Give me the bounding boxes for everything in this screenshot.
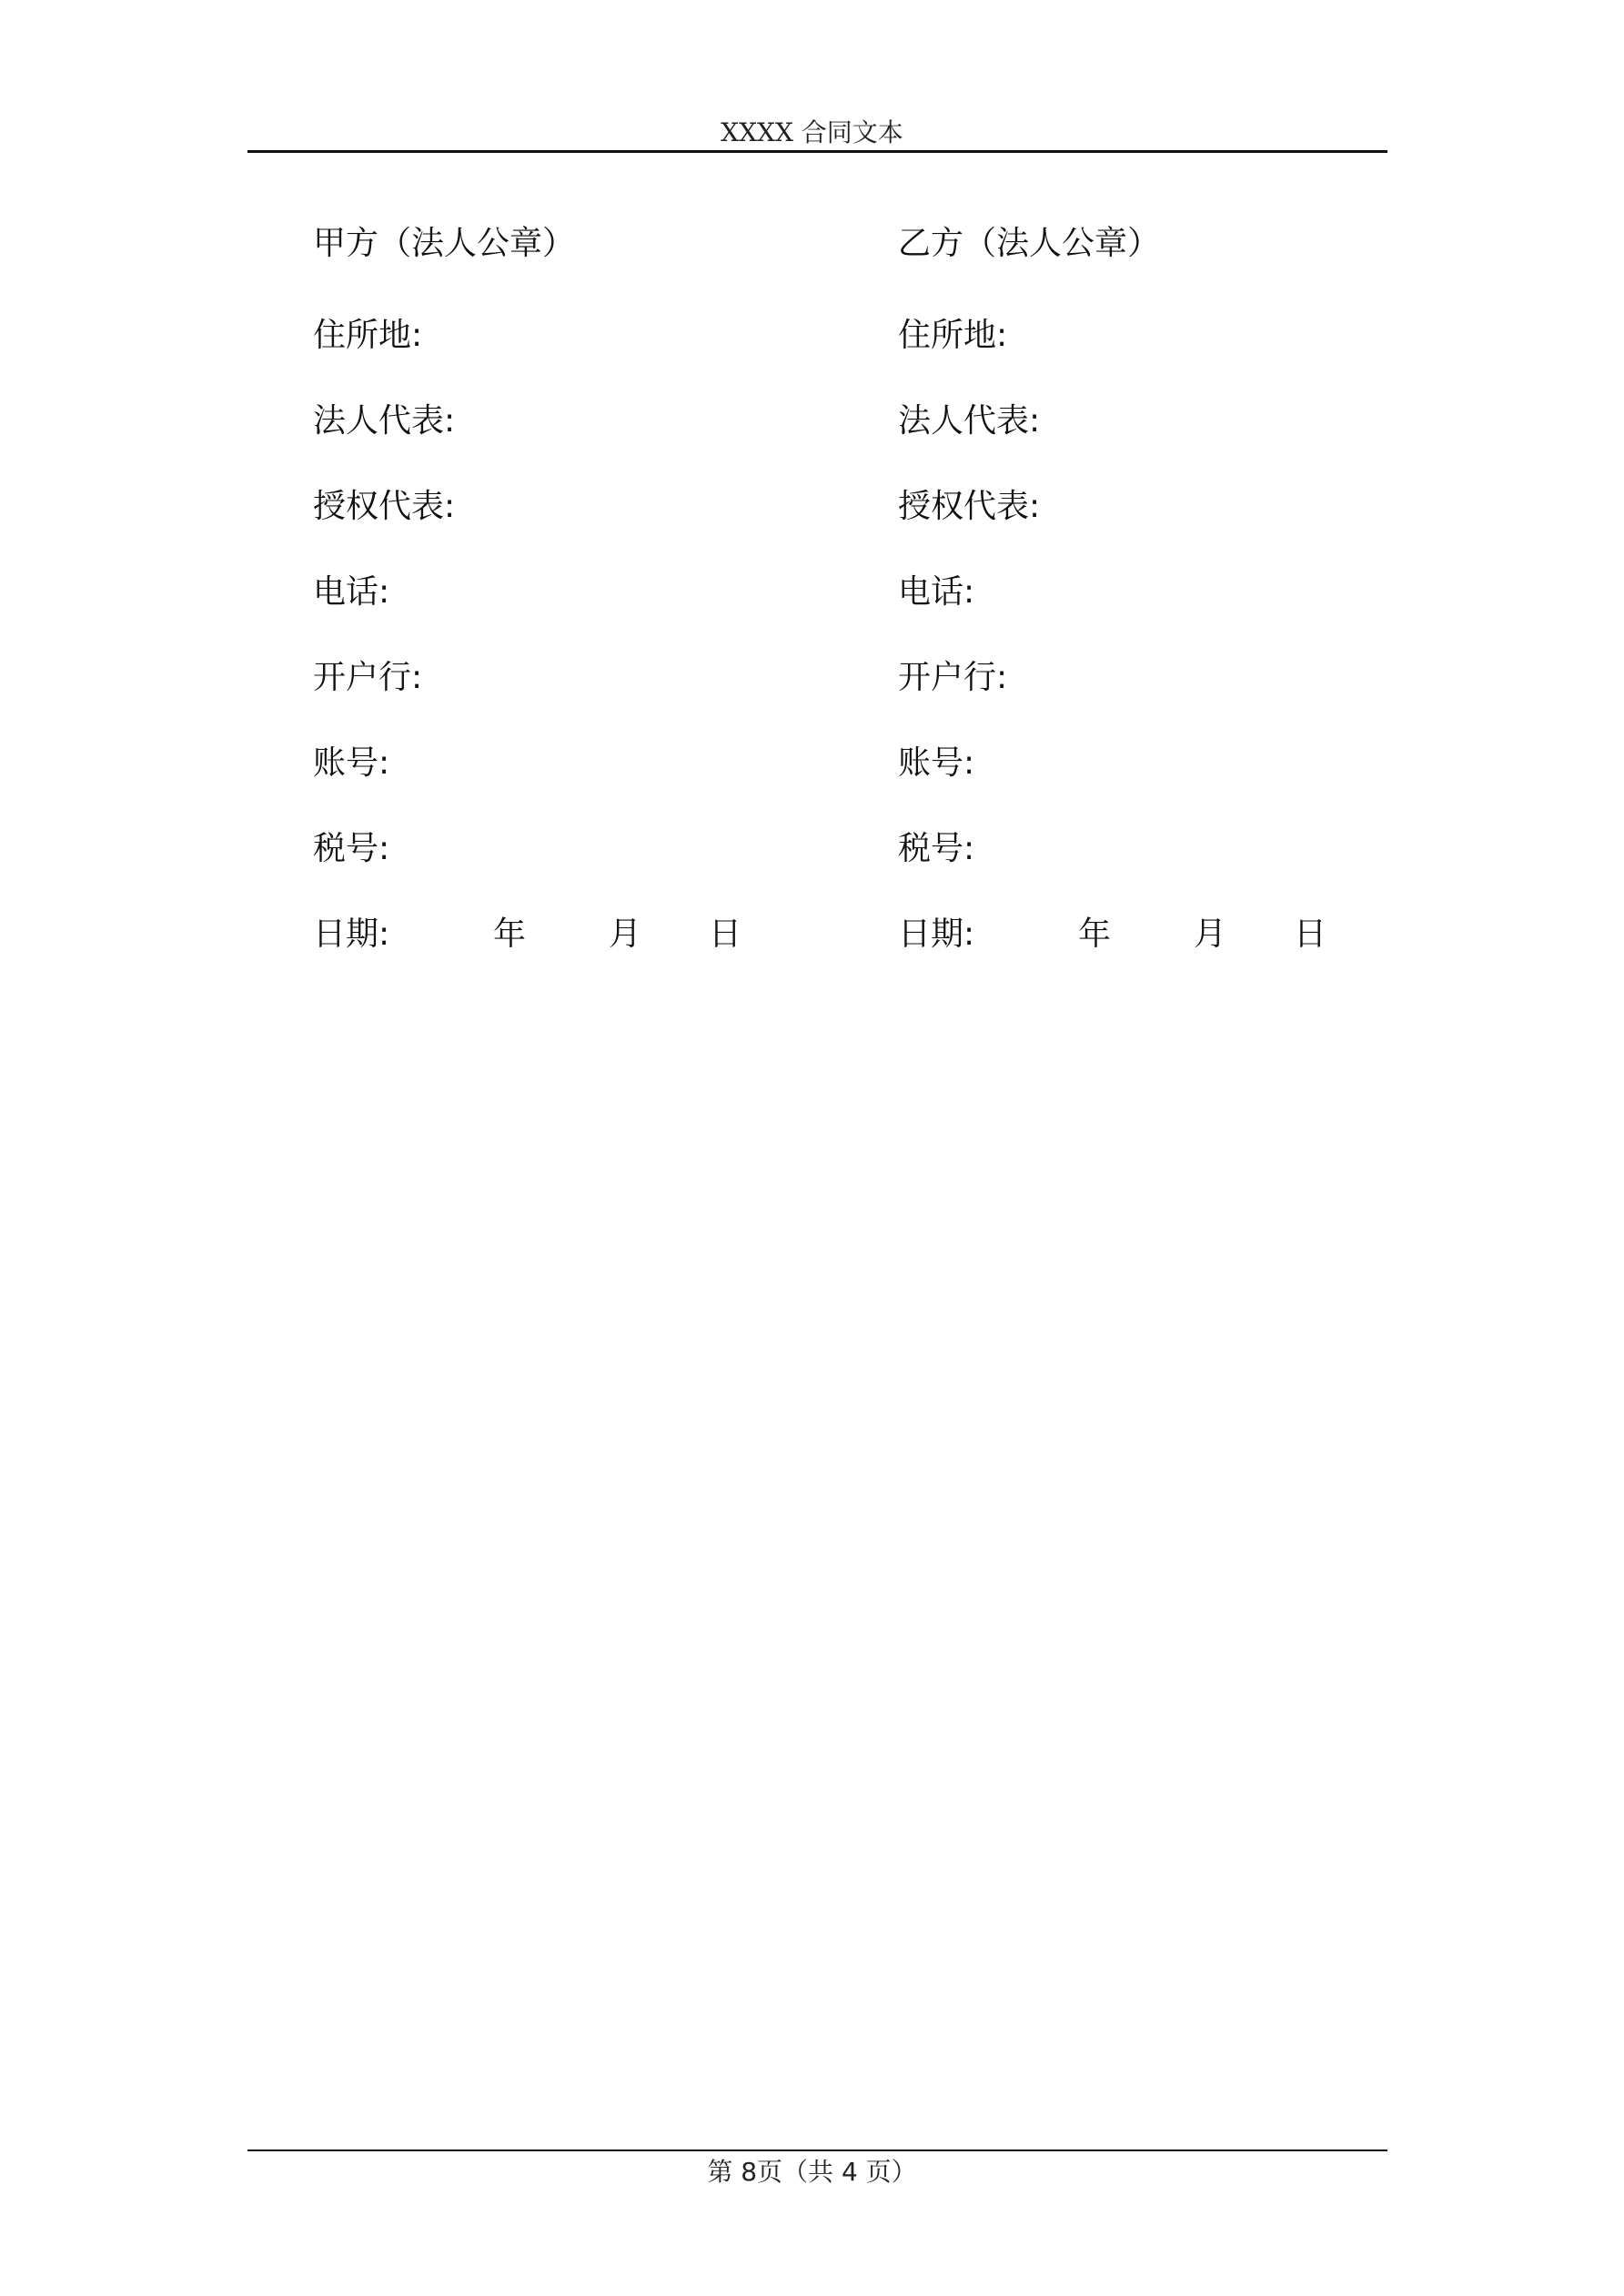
party-b-date-day: 日 <box>1294 915 1327 953</box>
party-a-date-year: 年 <box>493 915 527 953</box>
party-a-date-month: 月 <box>609 915 642 953</box>
party-b-phone-label: 电话: <box>898 573 975 611</box>
party-a-authorized-rep-label: 授权代表: <box>313 488 456 525</box>
party-b-date-year: 年 <box>1078 915 1112 953</box>
party-b-title: 乙方（法人公章） <box>898 225 1161 262</box>
party-b-account-label: 账号: <box>898 744 975 782</box>
party-b-date-month: 月 <box>1194 915 1227 953</box>
party-a-date-label: 日期: <box>313 915 390 953</box>
party-b-bank-label: 开户行: <box>898 659 1008 696</box>
header-divider <box>247 150 1387 153</box>
party-a-bank-label: 开户行: <box>313 659 423 696</box>
party-b-date-row <box>898 912 1444 957</box>
footer-divider <box>247 2149 1387 2151</box>
party-b-block <box>898 221 1444 957</box>
party-a-legal-rep-label: 法人代表: <box>313 402 456 440</box>
party-b-tax-id-label: 税号: <box>898 830 975 867</box>
party-a-account-label: 账号: <box>313 744 390 782</box>
party-a-date-row <box>313 912 859 957</box>
party-a-phone-label: 电话: <box>313 573 390 611</box>
party-b-address-label: 住所地: <box>898 317 1008 354</box>
party-b-authorized-rep-label: 授权代表: <box>898 488 1041 525</box>
party-a-address-label: 住所地: <box>313 317 423 354</box>
party-a-tax-id-label: 税号: <box>313 830 390 867</box>
party-b-legal-rep-label: 法人代表: <box>898 402 1041 440</box>
party-b-date-label: 日期: <box>898 915 975 953</box>
page-number: 第 8页（共 4 页） <box>707 2157 917 2187</box>
party-a-block <box>313 221 859 957</box>
header-title: XXXX 合同文本 <box>721 117 903 147</box>
party-a-title: 甲方（法人公章） <box>313 225 576 262</box>
party-a-date-day: 日 <box>709 915 742 953</box>
